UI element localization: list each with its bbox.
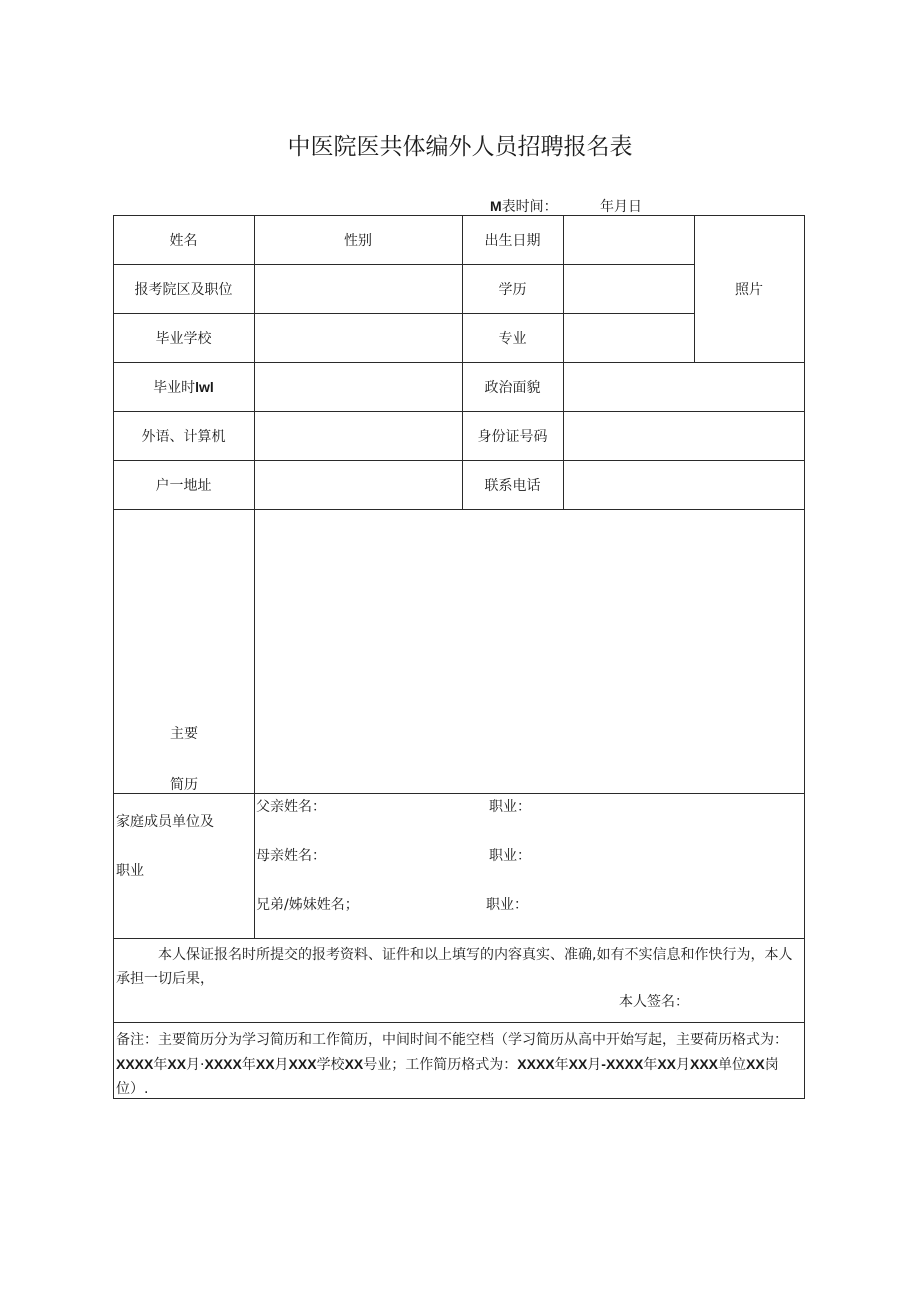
school-field[interactable]: [254, 313, 462, 362]
language-computer-label: 外语、计算机: [141, 428, 226, 445]
sibling-name-label: 兄弟/姊妹姓名；: [256, 897, 359, 913]
fill-date-value[interactable]: 年月日: [600, 199, 642, 215]
fill-date-label: M表时间：: [490, 198, 558, 215]
graduation-time-label: 毕业时 lwl: [153, 378, 214, 396]
phone-label: 联系电话: [484, 477, 541, 494]
family-label-line1: 家庭成员单位及: [116, 814, 214, 830]
graduation-time-field[interactable]: [254, 362, 462, 411]
name-label: 姓名: [169, 232, 198, 249]
mother-name-label: 母亲姓名：: [256, 848, 326, 864]
form-title: 中医院医共体编外人员招聘报名表: [287, 134, 633, 160]
father-name-label: 父亲姓名：: [256, 799, 326, 815]
photo-box: 照片: [735, 281, 763, 298]
language-computer-field[interactable]: [254, 411, 462, 460]
sibling-job-label: 职业：: [486, 897, 528, 913]
pledge-text: 本人保证报名时所提交的报考资料、证件和以上填写的内容真实、准确,如有不实信息和作快行为，本人承担一切后果，: [116, 947, 793, 987]
family-label-line2: 职业: [116, 863, 144, 879]
phone-field[interactable]: [563, 460, 804, 509]
major-label: 专业: [498, 330, 527, 347]
position-field[interactable]: [254, 264, 462, 313]
political-status-label: 政治面貌: [484, 379, 541, 396]
birth-date-label: 出生日期: [484, 232, 541, 249]
birth-date-field[interactable]: [563, 215, 694, 264]
political-status-field[interactable]: [563, 362, 804, 411]
hukou-address-field[interactable]: [254, 460, 462, 509]
education-label: 学历: [498, 281, 527, 298]
resume-field[interactable]: [255, 510, 804, 793]
school-label: 毕业学校: [155, 330, 212, 347]
education-field[interactable]: [563, 264, 694, 313]
mother-job-label: 职业：: [489, 848, 531, 864]
position-label: 报考院区及职位: [134, 281, 233, 298]
hukou-address-label: 户一地址: [155, 477, 212, 494]
resume-label-line1: 主要: [170, 726, 198, 742]
id-number-label: 身份证号码: [477, 428, 548, 445]
signature-label: 本人签名：: [619, 994, 689, 1010]
id-number-field[interactable]: [563, 411, 804, 460]
major-field[interactable]: [563, 313, 694, 362]
resume-label-line2: 简历: [170, 777, 198, 793]
note-text: 备注：主要简历分为学习简历和工作简历，中间时间不能空档（学习简历从高中开始写起，主要荷历格式为：XXXX年XX月·XXXX年XX月XXX学校XX号业；工作简历格式为：XXXX年XX月-XXXX年XX月XXX单位XX岗位）.: [116, 1032, 788, 1097]
father-job-label: 职业：: [489, 799, 531, 815]
gender-label: 性别: [344, 232, 372, 249]
